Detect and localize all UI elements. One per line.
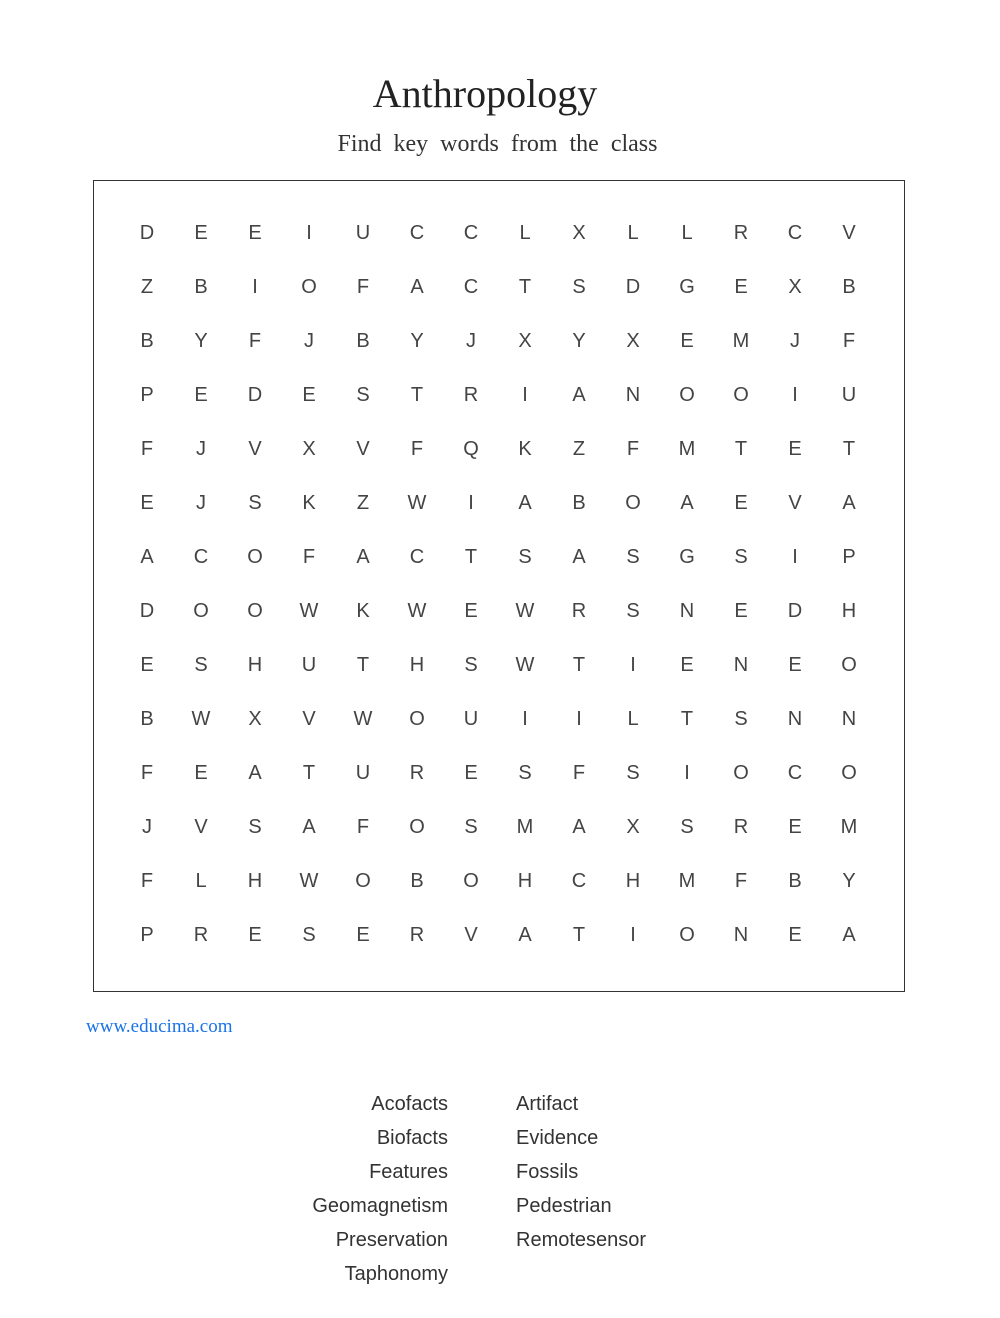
grid-letter[interactable]: S [518, 545, 532, 568]
grid-letter[interactable]: O [679, 383, 695, 406]
grid-letter[interactable]: E [734, 275, 748, 298]
grid-letter[interactable]: T [572, 923, 586, 946]
grid-letter[interactable]: R [733, 221, 749, 244]
grid-letter[interactable]: O [247, 599, 263, 622]
grid-letter[interactable]: N [733, 923, 749, 946]
grid-letter[interactable]: H [517, 869, 533, 892]
grid-letter[interactable]: B [194, 275, 208, 298]
grid-letter[interactable]: J [196, 437, 206, 460]
grid-letter[interactable]: J [790, 329, 800, 352]
grid-letter[interactable]: M [516, 815, 534, 838]
word-list-left [312, 1090, 448, 1294]
grid-letter[interactable]: S [464, 653, 478, 676]
grid-letter[interactable]: H [625, 869, 641, 892]
grid-letter[interactable]: R [571, 599, 587, 622]
grid-letter[interactable]: E [464, 761, 478, 784]
grid-letter[interactable]: V [788, 491, 802, 514]
grid-letter[interactable]: T [680, 707, 694, 730]
grid-letter[interactable]: S [734, 707, 748, 730]
grid-letter[interactable]: W [191, 707, 211, 730]
grid-letter[interactable]: Y [842, 869, 856, 892]
grid-letter[interactable]: E [788, 437, 802, 460]
grid-letter[interactable]: Y [572, 329, 586, 352]
grid-letter[interactable]: A [302, 815, 316, 838]
grid-letter[interactable]: W [515, 653, 535, 676]
grid-letter[interactable]: K [356, 599, 370, 622]
grid-letter[interactable]: O [409, 815, 425, 838]
grid-letter[interactable]: W [407, 491, 427, 514]
grid-letter[interactable]: U [301, 653, 317, 676]
grid-letter[interactable]: S [356, 383, 370, 406]
grid-letter[interactable]: I [522, 383, 528, 406]
grid-letter[interactable]: H [247, 869, 263, 892]
grid-letter[interactable]: O [301, 275, 317, 298]
grid-letter[interactable]: O [355, 869, 371, 892]
grid-letter[interactable]: C [787, 221, 803, 244]
grid-letter[interactable]: O [625, 491, 641, 514]
grid-letter[interactable]: C [409, 221, 425, 244]
grid-letter[interactable]: D [139, 221, 155, 244]
grid-letter[interactable]: T [356, 653, 370, 676]
grid-letter[interactable]: M [732, 329, 750, 352]
grid-letter[interactable]: O [679, 923, 695, 946]
grid-letter[interactable]: X [788, 275, 802, 298]
grid-letter[interactable]: U [463, 707, 479, 730]
grid-letter[interactable]: E [734, 599, 748, 622]
grid-letter[interactable]: F [626, 437, 640, 460]
grid-letter[interactable]: F [140, 761, 154, 784]
grid-letter[interactable]: F [140, 869, 154, 892]
word-list-right [516, 1090, 646, 1260]
grid-letter[interactable]: G [679, 545, 695, 568]
grid-letter[interactable]: A [572, 383, 586, 406]
grid-letter[interactable]: T [518, 275, 532, 298]
grid-letter[interactable]: V [356, 437, 370, 460]
grid-letter[interactable]: A [680, 491, 694, 514]
word-search-box [93, 180, 905, 992]
word-list-item: Acofacts [371, 1093, 448, 1115]
grid-letter[interactable]: V [302, 707, 316, 730]
grid-letter[interactable]: D [139, 599, 155, 622]
grid-letter[interactable]: S [194, 653, 208, 676]
grid-letter[interactable]: D [247, 383, 263, 406]
word-list-item: Fossils [516, 1161, 579, 1183]
grid-letter[interactable]: A [572, 815, 586, 838]
grid-letter[interactable]: R [463, 383, 479, 406]
grid-letter[interactable]: S [626, 761, 640, 784]
grid-letter[interactable]: B [356, 329, 370, 352]
grid-letter[interactable]: N [787, 707, 803, 730]
grid-letter[interactable]: K [518, 437, 532, 460]
grid-letter[interactable]: F [248, 329, 262, 352]
grid-letter[interactable]: L [519, 221, 531, 244]
grid-letter[interactable]: D [787, 599, 803, 622]
grid-letter[interactable]: S [626, 545, 640, 568]
grid-letter[interactable]: V [194, 815, 208, 838]
grid-letter[interactable]: L [681, 221, 693, 244]
grid-letter[interactable]: E [248, 221, 262, 244]
grid-letter[interactable]: I [306, 221, 312, 244]
word-list-item: Pedestrian [516, 1195, 612, 1217]
grid-letter[interactable]: C [787, 761, 803, 784]
grid-letter[interactable]: U [355, 761, 371, 784]
grid-letter[interactable]: S [626, 599, 640, 622]
grid-letter[interactable]: X [572, 221, 586, 244]
grid-letter[interactable]: Z [356, 491, 370, 514]
grid-letter[interactable]: O [733, 383, 749, 406]
grid-letter[interactable]: C [409, 545, 425, 568]
grid-letter[interactable]: R [409, 761, 425, 784]
grid-letter[interactable]: R [409, 923, 425, 946]
grid-letter[interactable]: B [572, 491, 586, 514]
grid-letter[interactable]: H [841, 599, 857, 622]
grid-letter[interactable]: K [302, 491, 316, 514]
grid-letter[interactable]: E [140, 491, 154, 514]
word-list-item: Preservation [335, 1229, 448, 1251]
grid-letter[interactable]: F [302, 545, 316, 568]
grid-letter[interactable]: C [193, 545, 209, 568]
letter-grid[interactable] [120, 206, 876, 962]
grid-letter[interactable]: A [410, 275, 424, 298]
grid-letter[interactable]: I [630, 923, 636, 946]
word-list-item: Features [369, 1161, 448, 1183]
grid-letter[interactable]: R [193, 923, 209, 946]
grid-letter[interactable]: J [142, 815, 152, 838]
grid-letter[interactable]: S [248, 815, 262, 838]
grid-letter[interactable]: E [788, 815, 802, 838]
grid-letter[interactable]: Y [194, 329, 208, 352]
word-list-item: Artifact [516, 1093, 579, 1115]
grid-letter[interactable]: R [733, 815, 749, 838]
grid-letter[interactable]: F [356, 275, 370, 298]
grid-letter[interactable]: E [248, 923, 262, 946]
grid-letter[interactable]: S [734, 545, 748, 568]
grid-letter[interactable]: L [627, 221, 639, 244]
grid-letter[interactable]: T [464, 545, 478, 568]
page-subtitle: Find key words from the class [337, 131, 658, 157]
grid-letter[interactable]: T [842, 437, 856, 460]
grid-letter[interactable]: W [299, 869, 319, 892]
grid-letter[interactable]: M [678, 437, 696, 460]
grid-letter[interactable]: H [409, 653, 425, 676]
grid-letter[interactable]: E [302, 383, 316, 406]
grid-letter[interactable]: E [788, 653, 802, 676]
grid-letter[interactable]: X [626, 329, 640, 352]
grid-letter[interactable]: B [410, 869, 424, 892]
grid-letter[interactable]: N [841, 707, 857, 730]
word-list-item: Biofacts [376, 1127, 448, 1149]
grid-letter[interactable]: N [679, 599, 695, 622]
grid-letter[interactable]: O [841, 653, 857, 676]
grid-letter[interactable]: J [466, 329, 476, 352]
grid-letter[interactable]: O [841, 761, 857, 784]
word-list-item: Taphonomy [344, 1263, 448, 1285]
grid-letter[interactable]: W [299, 599, 319, 622]
grid-letter[interactable]: I [468, 491, 474, 514]
grid-letter[interactable]: B [140, 329, 154, 352]
site-link[interactable]: www.educima.com [86, 1016, 233, 1037]
grid-letter[interactable]: I [630, 653, 636, 676]
grid-letter[interactable]: B [842, 275, 856, 298]
grid-letter[interactable]: J [196, 491, 206, 514]
grid-letter[interactable]: L [195, 869, 207, 892]
grid-letter[interactable]: O [463, 869, 479, 892]
grid-letter[interactable]: V [248, 437, 262, 460]
grid-letter[interactable]: Z [572, 437, 586, 460]
grid-letter[interactable]: G [679, 275, 695, 298]
grid-letter[interactable]: E [788, 923, 802, 946]
grid-letter[interactable]: M [678, 869, 696, 892]
grid-letter[interactable]: O [247, 545, 263, 568]
grid-letter[interactable]: E [680, 653, 694, 676]
grid-letter[interactable]: E [194, 383, 208, 406]
grid-letter[interactable]: N [733, 653, 749, 676]
grid-letter[interactable]: U [355, 221, 371, 244]
grid-letter[interactable]: T [572, 653, 586, 676]
grid-letter[interactable]: I [792, 545, 798, 568]
grid-letter[interactable]: F [572, 761, 586, 784]
grid-letter[interactable]: I [522, 707, 528, 730]
grid-letter[interactable]: F [410, 437, 424, 460]
grid-letter[interactable]: B [140, 707, 154, 730]
grid-letter[interactable]: W [515, 599, 535, 622]
grid-letter[interactable]: O [409, 707, 425, 730]
grid-letter[interactable]: T [410, 383, 424, 406]
grid-letter[interactable]: C [463, 275, 479, 298]
word-list-item: Remotesensor [516, 1229, 647, 1251]
grid-letter[interactable]: D [625, 275, 641, 298]
grid-letter[interactable]: S [248, 491, 262, 514]
grid-letter[interactable]: W [353, 707, 373, 730]
grid-letter[interactable]: S [680, 815, 694, 838]
word-list-item: Geomagnetism [312, 1195, 448, 1217]
grid-letter[interactable]: S [518, 761, 532, 784]
grid-letter[interactable]: E [194, 221, 208, 244]
grid-letter[interactable]: E [356, 923, 370, 946]
grid-letter[interactable]: Q [463, 437, 479, 460]
grid-letter[interactable]: E [140, 653, 154, 676]
grid-letter[interactable]: B [788, 869, 802, 892]
grid-letter[interactable]: A [842, 491, 856, 514]
grid-letter[interactable]: S [302, 923, 316, 946]
grid-letter[interactable]: F [842, 329, 856, 352]
grid-letter[interactable]: O [193, 599, 209, 622]
grid-letter[interactable]: O [733, 761, 749, 784]
grid-letter[interactable]: V [842, 221, 856, 244]
grid-letter[interactable]: C [571, 869, 587, 892]
grid-letter[interactable]: S [572, 275, 586, 298]
grid-letter[interactable]: L [627, 707, 639, 730]
grid-letter[interactable]: J [304, 329, 314, 352]
grid-letter[interactable]: H [247, 653, 263, 676]
grid-letter[interactable]: I [252, 275, 258, 298]
grid-letter[interactable]: P [140, 923, 154, 946]
grid-letter[interactable]: A [140, 545, 154, 568]
grid-letter[interactable]: A [518, 923, 532, 946]
grid-letter[interactable]: P [842, 545, 856, 568]
grid-letter[interactable]: I [792, 383, 798, 406]
grid-letter[interactable]: E [464, 599, 478, 622]
page-title: Anthropology [372, 71, 598, 116]
grid-letter[interactable]: U [841, 383, 857, 406]
grid-letter[interactable]: T [302, 761, 316, 784]
grid-letter[interactable]: A [842, 923, 856, 946]
grid-letter[interactable]: C [463, 221, 479, 244]
grid-letter[interactable]: I [684, 761, 690, 784]
grid-letter[interactable]: E [734, 491, 748, 514]
grid-letter[interactable]: Z [140, 275, 154, 298]
grid-letter[interactable]: X [626, 815, 640, 838]
grid-letter[interactable]: X [248, 707, 262, 730]
grid-letter[interactable]: I [576, 707, 582, 730]
grid-letter[interactable]: A [572, 545, 586, 568]
grid-letter[interactable]: W [407, 599, 427, 622]
grid-letter[interactable]: F [734, 869, 748, 892]
grid-letter[interactable]: M [840, 815, 858, 838]
grid-letter[interactable]: E [194, 761, 208, 784]
grid-letter[interactable]: N [625, 383, 641, 406]
grid-letter[interactable]: A [248, 761, 262, 784]
grid-letter[interactable]: F [356, 815, 370, 838]
grid-letter[interactable]: P [140, 383, 154, 406]
grid-letter[interactable]: S [464, 815, 478, 838]
grid-letter[interactable]: X [518, 329, 532, 352]
grid-letter[interactable]: Y [410, 329, 424, 352]
grid-letter[interactable]: A [356, 545, 370, 568]
grid-letter[interactable]: E [680, 329, 694, 352]
grid-letter[interactable]: X [302, 437, 316, 460]
grid-letter[interactable]: F [140, 437, 154, 460]
grid-letter[interactable]: T [734, 437, 748, 460]
word-list-item: Evidence [516, 1127, 599, 1149]
grid-letter[interactable]: A [518, 491, 532, 514]
grid-letter[interactable]: V [464, 923, 478, 946]
